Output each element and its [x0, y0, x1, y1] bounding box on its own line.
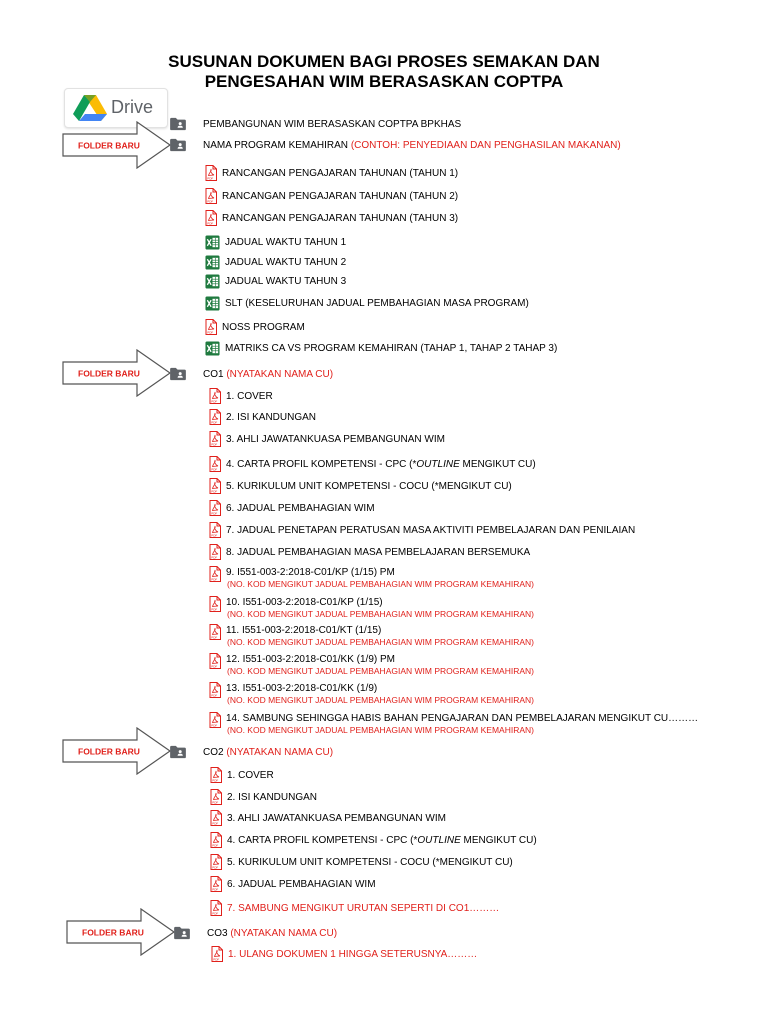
file-label-italic: OUTLINE: [417, 835, 461, 846]
file-item[interactable]: [210, 767, 274, 783]
file-item[interactable]: [210, 810, 446, 826]
file-label-part: MENGIKUT CU): [459, 459, 536, 470]
file-label-part: MENGIKUT CU): [460, 835, 537, 846]
file-item[interactable]: [205, 296, 529, 311]
folder-label: CO2: [203, 746, 224, 758]
file-label: 14. SAMBUNG SEHINGGA HABIS BAHAN PENGAJARAN DAN PEMBELAJARAN MENGIKUT CU………: [226, 713, 699, 724]
folder-note: (NYATAKAN NAMA CU): [230, 927, 338, 939]
file-item[interactable]: [209, 500, 375, 516]
folder-label: CO3: [207, 927, 228, 939]
file-label: SLT (KESELURUHAN JADUAL PEMBAHAGIAN MASA PROGRAM): [225, 298, 529, 309]
file-item[interactable]: [210, 876, 376, 892]
pdf-icon: [211, 946, 223, 962]
pdf-icon: [209, 500, 221, 516]
file-code-note: (NO. KOD MENGIKUT JADUAL PEMBAHAGIAN WIM PROGRAM KEMAHIRAN): [227, 609, 534, 619]
pdf-icon: [209, 653, 221, 669]
pdf-icon: [209, 544, 221, 560]
file-code-note: (NO. KOD MENGIKUT JADUAL PEMBAHAGIAN WIM PROGRAM KEMAHIRAN): [227, 579, 534, 589]
pdf-icon: [210, 767, 222, 783]
file-label: 10. I551-003-2:2018-C01/KP (1/15): [226, 597, 383, 608]
file-item[interactable]: [209, 682, 534, 705]
file-label: [226, 459, 536, 471]
pdf-icon: [209, 624, 221, 640]
file-item[interactable]: [205, 341, 557, 356]
file-label: 6. JADUAL PEMBAHAGIAN WIM: [227, 879, 376, 890]
file-label-italic: OUTLINE: [416, 459, 460, 470]
pdf-icon: [205, 165, 217, 181]
spreadsheet-icon: [205, 255, 220, 270]
pdf-icon: [209, 566, 221, 582]
file-label: 5. KURIKULUM UNIT KOMPETENSI - COCU (*MENGIKUT CU): [227, 857, 513, 868]
shared-folder-icon: [169, 745, 187, 759]
pdf-icon: [209, 522, 221, 538]
file-item[interactable]: [205, 165, 458, 181]
page-title-line-1: SUSUNAN DOKUMEN BAGI PROSES SEMAKAN DAN: [168, 52, 600, 71]
folder-baru-label: FOLDER BARU: [78, 368, 140, 379]
pdf-icon: [205, 210, 217, 226]
folder-baru-label: FOLDER BARU: [82, 927, 144, 938]
file-item[interactable]: [211, 946, 477, 962]
file-label: NOSS PROGRAM: [222, 322, 305, 333]
file-item[interactable]: [210, 789, 317, 805]
google-drive-icon: [73, 94, 107, 122]
file-item[interactable]: [209, 624, 534, 647]
shared-folder-icon: [169, 138, 187, 152]
folder-note: (NYATAKAN NAMA CU): [226, 368, 334, 380]
pdf-icon: [209, 712, 221, 728]
file-item[interactable]: [210, 854, 513, 870]
file-label: 2. ISI KANDUNGAN: [227, 792, 318, 803]
spreadsheet-icon: [205, 341, 220, 356]
file-code-note: (NO. KOD MENGIKUT JADUAL PEMBAHAGIAN WIM PROGRAM KEMAHIRAN): [227, 637, 534, 647]
folder-baru-arrow: [66, 908, 181, 956]
pdf-icon: [209, 409, 221, 425]
file-label: 9. I551-003-2:2018-C01/KP (1/15) PM: [226, 567, 395, 578]
pdf-icon: [209, 431, 221, 447]
pdf-icon: [210, 854, 222, 870]
folder-baru-arrow: [62, 727, 177, 775]
file-item[interactable]: [209, 653, 534, 676]
file-label: 3. AHLI JAWATANKUASA PEMBANGUNAN WIM: [227, 813, 446, 824]
file-code-note: (NO. KOD MENGIKUT JADUAL PEMBAHAGIAN WIM PROGRAM KEMAHIRAN): [227, 725, 534, 735]
file-item[interactable]: [209, 478, 512, 494]
pdf-icon: [209, 478, 221, 494]
spreadsheet-icon: [205, 274, 220, 289]
folder-root[interactable]: [169, 117, 461, 131]
file-label-part: 4. CARTA PROFIL KOMPETENSI - CPC (*: [227, 835, 418, 846]
folder-note: (CONTOH: PENYEDIAAN DAN PENGHASILAN MAKANAN): [350, 139, 621, 151]
shared-folder-icon: [169, 117, 187, 131]
pdf-icon: [205, 188, 217, 204]
pdf-icon: [210, 810, 222, 826]
folder-co1[interactable]: [169, 367, 333, 381]
file-label: 1. COVER: [226, 391, 273, 402]
file-item[interactable]: [210, 900, 499, 916]
file-item[interactable]: [209, 456, 536, 472]
file-item[interactable]: [210, 832, 537, 848]
pdf-icon: [210, 876, 222, 892]
file-label: [227, 835, 537, 847]
folder-label: NAMA PROGRAM KEMAHIRAN: [203, 139, 349, 151]
folder-program[interactable]: [169, 138, 621, 152]
drive-logo-text: Drive: [111, 97, 154, 117]
file-item[interactable]: [205, 210, 458, 226]
file-item[interactable]: [209, 544, 530, 560]
page-title-line-2: PENGESAHAN WIM BERASASKAN COPTPA: [204, 72, 564, 91]
file-label: 1. COVER: [227, 770, 274, 781]
file-label: RANCANGAN PENGAJARAN TAHUNAN (TAHUN 1): [222, 168, 459, 179]
pdf-icon: [210, 789, 222, 805]
pdf-icon: [205, 319, 217, 335]
file-label: 7. JADUAL PENETAPAN PERATUSAN MASA AKTIVITI PEMBELAJARAN DAN PENILAIAN: [226, 525, 636, 536]
file-label: JADUAL WAKTU TAHUN 2: [225, 257, 347, 268]
file-label: 11. I551-003-2:2018-C01/KT (1/15): [226, 625, 382, 636]
folder-note: (NYATAKAN NAMA CU): [226, 746, 334, 758]
file-label: 13. I551-003-2:2018-C01/KK (1/9): [226, 683, 378, 694]
file-item[interactable]: [209, 431, 445, 447]
folder-label: CO1: [203, 368, 224, 380]
folder-baru-label: FOLDER BARU: [78, 140, 140, 151]
file-item[interactable]: [205, 319, 305, 335]
pdf-icon: [210, 900, 222, 916]
pdf-icon: [209, 682, 221, 698]
file-item[interactable]: [209, 712, 699, 735]
pdf-icon: [209, 456, 221, 472]
shared-folder-icon: [173, 926, 191, 940]
file-label: RANCANGAN PENGAJARAN TAHUNAN (TAHUN 2): [222, 191, 459, 202]
file-item[interactable]: [209, 522, 635, 538]
folder-label: PEMBANGUNAN WIM BERASASKAN COPTPA BPKHAS: [203, 118, 462, 130]
file-label: 12. I551-003-2:2018-C01/KK (1/9) PM: [226, 654, 395, 665]
file-label-part: 4. CARTA PROFIL KOMPETENSI - CPC (*: [226, 459, 417, 470]
file-label: 3. AHLI JAWATANKUASA PEMBANGUNAN WIM: [226, 434, 445, 445]
file-item[interactable]: [209, 388, 273, 404]
file-label: MATRIKS CA VS PROGRAM KEMAHIRAN (TAHAP 1, TAHAP 2 TAHAP 3): [225, 343, 558, 354]
pdf-icon: [209, 388, 221, 404]
file-label: 8. JADUAL PEMBAHAGIAN MASA PEMBELAJARAN BERSEMUKA: [226, 547, 531, 558]
file-label: JADUAL WAKTU TAHUN 1: [225, 237, 347, 248]
pdf-icon: [209, 596, 221, 612]
file-code-note: (NO. KOD MENGIKUT JADUAL PEMBAHAGIAN WIM PROGRAM KEMAHIRAN): [227, 666, 534, 676]
folder-baru-arrow: [62, 349, 177, 397]
file-label: 5. KURIKULUM UNIT KOMPETENSI - COCU (*MENGIKUT CU): [226, 481, 512, 492]
file-label: 1. ULANG DOKUMEN 1 HINGGA SETERUSNYA………: [228, 949, 478, 960]
folder-baru-label: FOLDER BARU: [78, 746, 140, 757]
file-item[interactable]: [205, 274, 346, 289]
file-item[interactable]: [209, 596, 534, 619]
file-label: 6. JADUAL PEMBAHAGIAN WIM: [226, 503, 375, 514]
spreadsheet-icon: [205, 235, 220, 250]
file-label: 7. SAMBUNG MENGIKUT URUTAN SEPERTI DI CO1………: [227, 903, 500, 914]
folder-co2[interactable]: [169, 745, 333, 759]
file-item[interactable]: [205, 235, 346, 250]
file-label: JADUAL WAKTU TAHUN 3: [225, 276, 347, 287]
file-label: RANCANGAN PENGAJARAN TAHUNAN (TAHUN 3): [222, 213, 459, 224]
folder-baru-arrow: [62, 121, 177, 169]
file-label: 2. ISI KANDUNGAN: [226, 412, 317, 423]
pdf-icon: [210, 832, 222, 848]
folder-co3[interactable]: [173, 926, 337, 940]
file-item[interactable]: [209, 566, 534, 589]
file-item[interactable]: [205, 255, 346, 270]
file-item[interactable]: [209, 409, 316, 425]
spreadsheet-icon: [205, 296, 220, 311]
file-code-note: (NO. KOD MENGIKUT JADUAL PEMBAHAGIAN WIM PROGRAM KEMAHIRAN): [227, 695, 534, 705]
shared-folder-icon: [169, 367, 187, 381]
file-item[interactable]: [205, 188, 458, 204]
